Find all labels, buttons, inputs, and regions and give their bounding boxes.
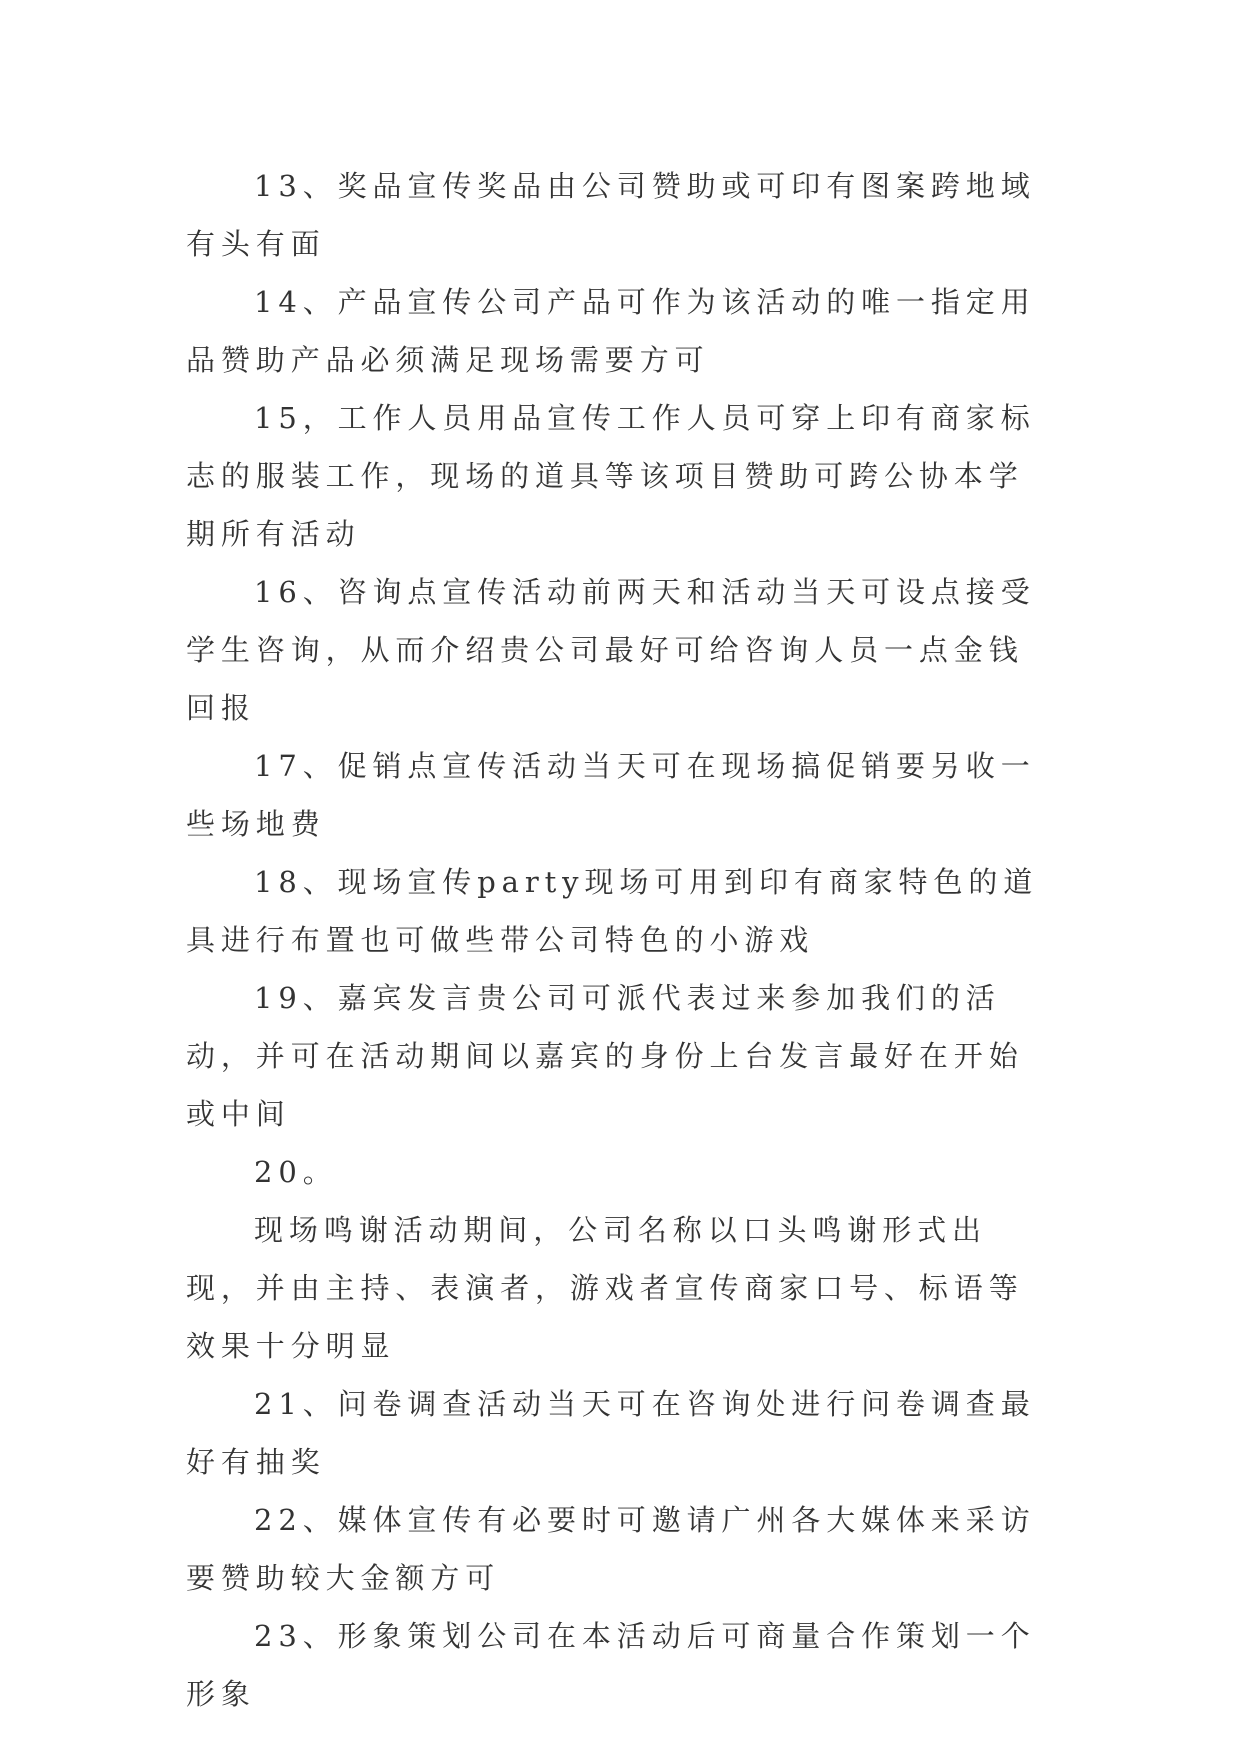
paragraph-16: 16、咨询点宣传活动前两天和活动当天可设点接受学生咨询，从而介绍贵公司最好可给咨询人员一点金钱回报 [186, 575, 1036, 725]
paragraph-20-number: 20。 [254, 1155, 338, 1189]
paragraph-13: 13、奖品宣传奖品由公司赞助或可印有图案跨地域有头有面 [186, 169, 1036, 261]
paragraph-23: 23、形象策划公司在本活动后可商量合作策划一个形象 [186, 1619, 1036, 1711]
paragraph-15: 15，工作人员用品宣传工作人员可穿上印有商家标志的服装工作，现场的道具等该项目赞助可跨公协本学期所有活动 [186, 401, 1036, 551]
document-body [186, 157, 1046, 1723]
paragraph-22: 22、媒体宣传有必要时可邀请广州各大媒体来采访要赞助较大金额方可 [186, 1503, 1036, 1595]
paragraph-14: 14、产品宣传公司产品可作为该活动的唯一指定用品赞助产品必须满足现场需要方可 [186, 285, 1036, 377]
paragraph-19: 19、嘉宾发言贵公司可派代表过来参加我们的活动，并可在活动期间以嘉宾的身份上台发言最好在开始或中间 [186, 981, 1024, 1131]
paragraph-21: 21、问卷调查活动当天可在咨询处进行问卷调查最好有抽奖 [186, 1387, 1036, 1479]
paragraph-18: 18、现场宣传party现场可用到印有商家特色的道具进行布置也可做些带公司特色的小游戏 [186, 865, 1039, 957]
paragraph-17: 17、促销点宣传活动当天可在现场搞促销要另收一些场地费 [186, 749, 1036, 841]
paragraph-20-text: 现场鸣谢活动期间，公司名称以口头鸣谢形式出现，并由主持、表演者，游戏者宣传商家口号、标语等效果十分明显 [186, 1213, 1024, 1363]
